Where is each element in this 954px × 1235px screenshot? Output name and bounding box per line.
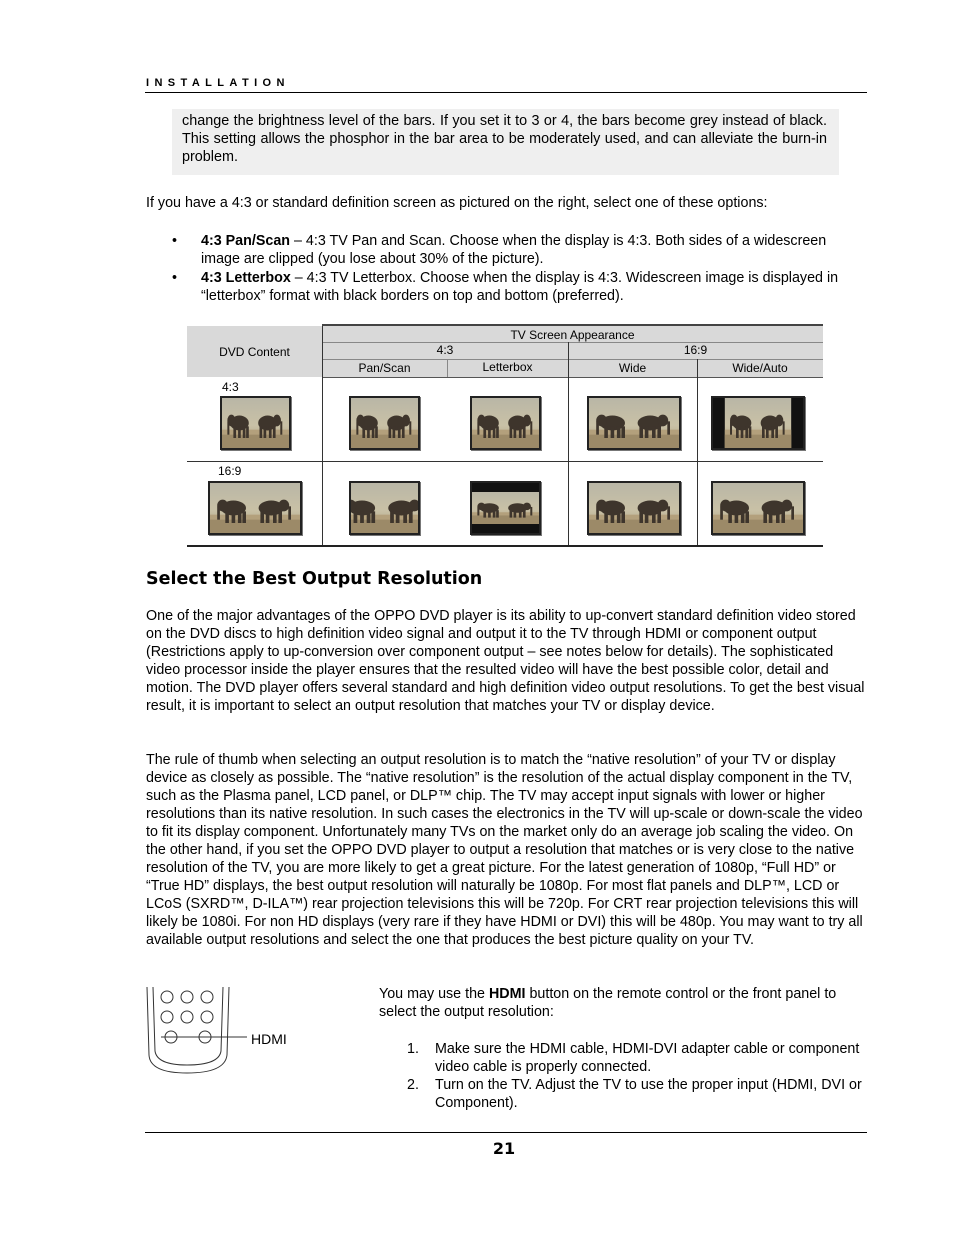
elephants-photo-icon <box>210 483 300 533</box>
col-header-pan-scan: Pan/Scan <box>358 361 411 375</box>
intro-paragraph: If you have a 4:3 or standard definition screen as pictured on the right, select one of these options: <box>146 195 768 211</box>
table-bottom-rule <box>187 545 823 547</box>
image-16-9-wide <box>587 481 681 535</box>
elephants-photo-icon <box>713 398 803 448</box>
section-header-label: INSTALLATION <box>146 77 290 89</box>
row-label-4-3: 4:3 <box>222 380 239 394</box>
step-text: Turn on the TV. Adjust the TV to use the proper input (HDMI, DVI or Component). <box>435 1077 862 1111</box>
step-number: 2. <box>407 1077 419 1093</box>
steps-list <box>379 1040 869 1112</box>
image-16-9-letterbox <box>470 481 541 535</box>
hdmi-intro-paragraph <box>379 985 869 1021</box>
col-header-wide-auto: Wide/Auto <box>732 361 788 375</box>
image-4-3-wide-auto <box>711 396 805 450</box>
elephants-photo-icon <box>472 398 539 448</box>
col-header-letterbox: Letterbox <box>482 360 533 374</box>
option-desc: – 4:3 TV Letterbox. Choose when the display is 4:3. Widescreen image is displayed in “letterbox” format with black borders on top and bottom (preferred). <box>201 270 839 304</box>
column-divider <box>447 359 448 377</box>
image-4-3-source <box>220 396 291 450</box>
step-text: Make sure the HDMI cable, HDMI-DVI adapter cable or component video cable is properly connected. <box>435 1041 860 1075</box>
column-divider <box>568 342 569 547</box>
remote-illustration <box>145 985 295 1080</box>
option-item-letterbox <box>170 269 850 305</box>
paragraph-native-resolution: The rule of thumb when selecting an output resolution is to match the “native resolution” of your TV or display device as closely as possible. The “native resolution” is the resolution of the actual display component in the TV, such as the Plasma panel, LCD panel, or DLP™ chip. The TV may accept input signals with lower or higher resolutions than its native resolution. In such cases the electronics in the TV will up-scale or down-scale the video to fit its display component. Unfortunately many TVs on the market only do an average job scaling the video. On the other hand, if you set the OPPO DVD player to output a resolution that matches or is very close to the native resolution of the TV, you are more likely to get a great picture. For the latest generation of 1080p, “Full HD” or “True HD” displays, the best output resolution will naturally be 1080p. For most flat panels and DLP™, LCD or LCoS (SXRD™, D-ILA™) rear projection televisions this will be 720p. For CRT rear projection televisions this will likely be 1080i. For non HD displays (very rare if they have HDMI or DVI) this will be 480p. You may want to try all available output resolutions and select the one that produces the best picture quality on your TV. <box>146 752 863 948</box>
image-4-3-pan-scan <box>349 396 420 450</box>
elephants-photo-icon <box>351 398 418 448</box>
column-divider <box>322 326 323 547</box>
image-4-3-letterbox <box>470 396 541 450</box>
group-4-3-header: 4:3 <box>436 343 454 357</box>
page-number: 21 <box>492 1139 516 1158</box>
elephants-photo-icon <box>713 483 803 533</box>
step-item <box>379 1040 869 1076</box>
dvd-content-header: DVD Content <box>219 345 290 359</box>
step-item <box>379 1076 869 1112</box>
paragraph-upconvert: One of the major advantages of the OPPO DVD player is its ability to up-convert standard definition video stored on the DVD discs to high definition video signal and output it to the TV through HDMI or component output (Restrictions apply to up-conversion over component output – see notes below for details). The sophisticated video processor inside the player ensures that the resulted video will have the best possible color, detail and motion. The DVD player offers several standard and high definition video output resolutions. To get the best visual result, it is important to select an output resolution that matches your TV or display device. <box>146 608 865 714</box>
header-rule <box>145 92 867 93</box>
section-title: Select the Best Output Resolution <box>146 569 483 589</box>
note-text: change the brightness level of the bars. If you set it to 3 or 4, the bars become grey instead of black. This setting allows the phosphor in the bar area to be moderately used, and can alleviate the burn-in problem. <box>182 113 827 165</box>
hdmi-intro-pre: You may use the <box>379 986 489 1002</box>
row-divider <box>187 461 823 462</box>
elephants-photo-icon <box>589 483 679 533</box>
tv-screen-header: TV Screen Appearance <box>510 328 635 342</box>
bullet-icon: • <box>172 270 178 286</box>
bullet-icon: • <box>172 233 178 249</box>
column-divider <box>697 359 698 547</box>
hdmi-intro-post: button on the remote control or the front panel to select the output resolution: <box>379 986 837 1020</box>
option-term: 4:3 Letterbox <box>201 270 291 286</box>
header-bottom-rule <box>322 377 823 378</box>
header-rule <box>322 359 823 360</box>
row-label-16-9: 16:9 <box>218 464 242 478</box>
hdmi-intro-bold: HDMI <box>488 986 526 1002</box>
image-16-9-source <box>208 481 302 535</box>
option-list <box>170 232 850 305</box>
remote-hdmi-label: HDMI <box>251 1031 287 1047</box>
option-term: 4:3 Pan/Scan <box>201 233 290 249</box>
col-header-wide: Wide <box>618 361 647 375</box>
group-16-9-header: 16:9 <box>683 343 708 357</box>
elephants-photo-icon <box>472 483 539 533</box>
image-16-9-pan-scan <box>349 481 420 535</box>
elephants-photo-icon <box>589 398 679 448</box>
option-item-pan-scan <box>170 232 850 268</box>
image-4-3-wide <box>587 396 681 450</box>
footer-rule <box>145 1132 867 1133</box>
elephants-photo-icon <box>222 398 289 448</box>
tv-screen-appearance-table <box>187 324 823 547</box>
option-desc: – 4:3 TV Pan and Scan. Choose when the display is 4:3. Both sides of a widescreen image are clipped (you lose about 30% of the picture). <box>201 233 827 267</box>
image-16-9-wide-auto <box>711 481 805 535</box>
step-number: 1. <box>407 1041 419 1057</box>
elephants-photo-icon <box>351 483 418 533</box>
